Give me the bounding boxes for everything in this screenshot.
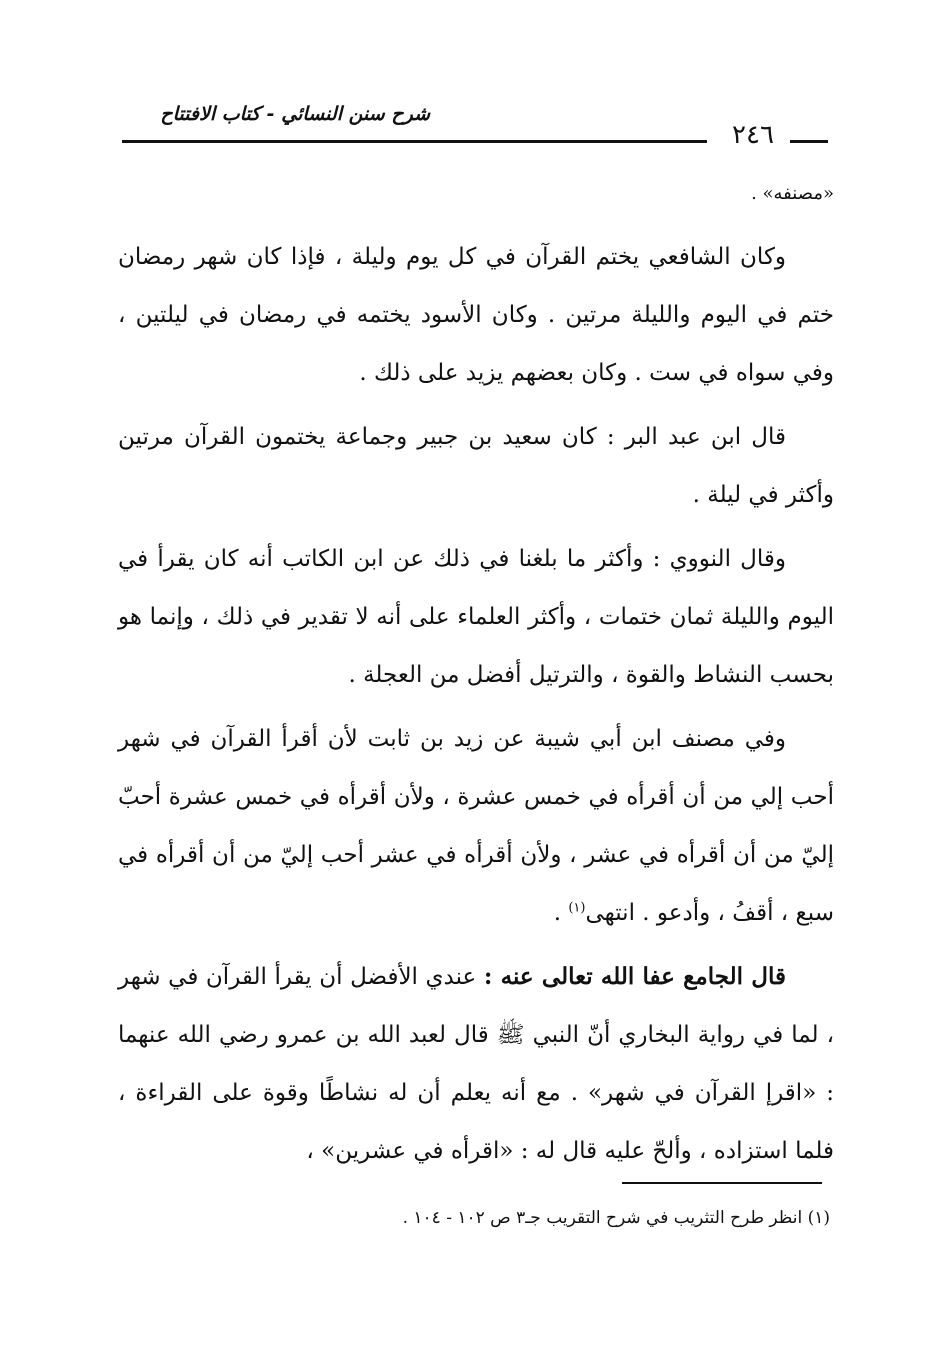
paragraph-shafii: وكان الشافعي يختم القرآن في كل يوم وليلة ، فإذا كان شهر رمضان ختم في اليوم والليلة مرتين . وكان الأسود يختمه في رمضان في ليلتين ، وفي سواه في ست . وكان بعضهم يزيد على ذلك . [118, 244, 834, 386]
header-title: شرح سنن النسائي - كتاب الافتتاح [160, 103, 430, 125]
header-rule [122, 140, 707, 143]
page-number-rule [790, 140, 828, 143]
footnote-reference: (١) [568, 900, 586, 916]
footnote-rule [622, 1182, 822, 1184]
page-number: ٢٤٦ [732, 120, 774, 150]
body-text [118, 174, 834, 1186]
paragraph-compiler-note [118, 948, 834, 1180]
paragraph-nawawi: وقال النووي : وأكثر ما بلغنا في ذلك عن ابن الكاتب أنه كان يقرأ في اليوم والليلة ثمان ختمات ، وأكثر العلماء على أنه لا تقدير في ذلك ، وإنما هو بحسب النشاط والقوة ، والترتيل أفضل من العجلة . [118, 546, 834, 688]
compiler-note-text: عندي الأفضل أن يقرأ القرآن في شهر ، لما في رواية البخاري أنّ النبي ﷺ قال لعبد الله بن عمرو رضي الله عنهما : «اقرإ القرآن في شهر» . مع أنه يعلم أن له نشاطًا وقوة على القراءة ، فلما استزاده ، وألحّ عليه قال له : «اقرأه في عشرين» ، [118, 964, 834, 1164]
paragraph-ibn-abd-al-barr: قال ابن عبد البر : كان سعيد بن جبير وجماعة يختمون القرآن مرتين وأكثر في ليلة . [118, 424, 834, 508]
paragraph-ibn-abi-shaybah [118, 710, 834, 942]
footnote: (١) انظر طرح التثريب في شرح التقريب جـ٣ ص ١٠٢ - ١٠٤ . [402, 1208, 830, 1228]
paragraph-ibn-abi-shaybah-end: . [553, 900, 569, 926]
paragraph-continuation: «مصنفه» . [751, 183, 834, 204]
compiler-note-lead: قال الجامع عفا الله تعالى عنه : [483, 963, 786, 990]
paragraph-ibn-abi-shaybah-text: وفي مصنف ابن أبي شيبة عن زيد بن ثابت لأن أقرأ القرآن في شهر أحب إلي من أن أقرأه في خمس عشرة ، ولأن أقرأه في خمس عشرة أحبّ إليّ من أن أقرأه في عشر ، ولأن أقرأه في عشر أحب إليّ من أن أقرأه في سبع ، أقفُ ، وأدعو . انتهى [118, 726, 834, 926]
